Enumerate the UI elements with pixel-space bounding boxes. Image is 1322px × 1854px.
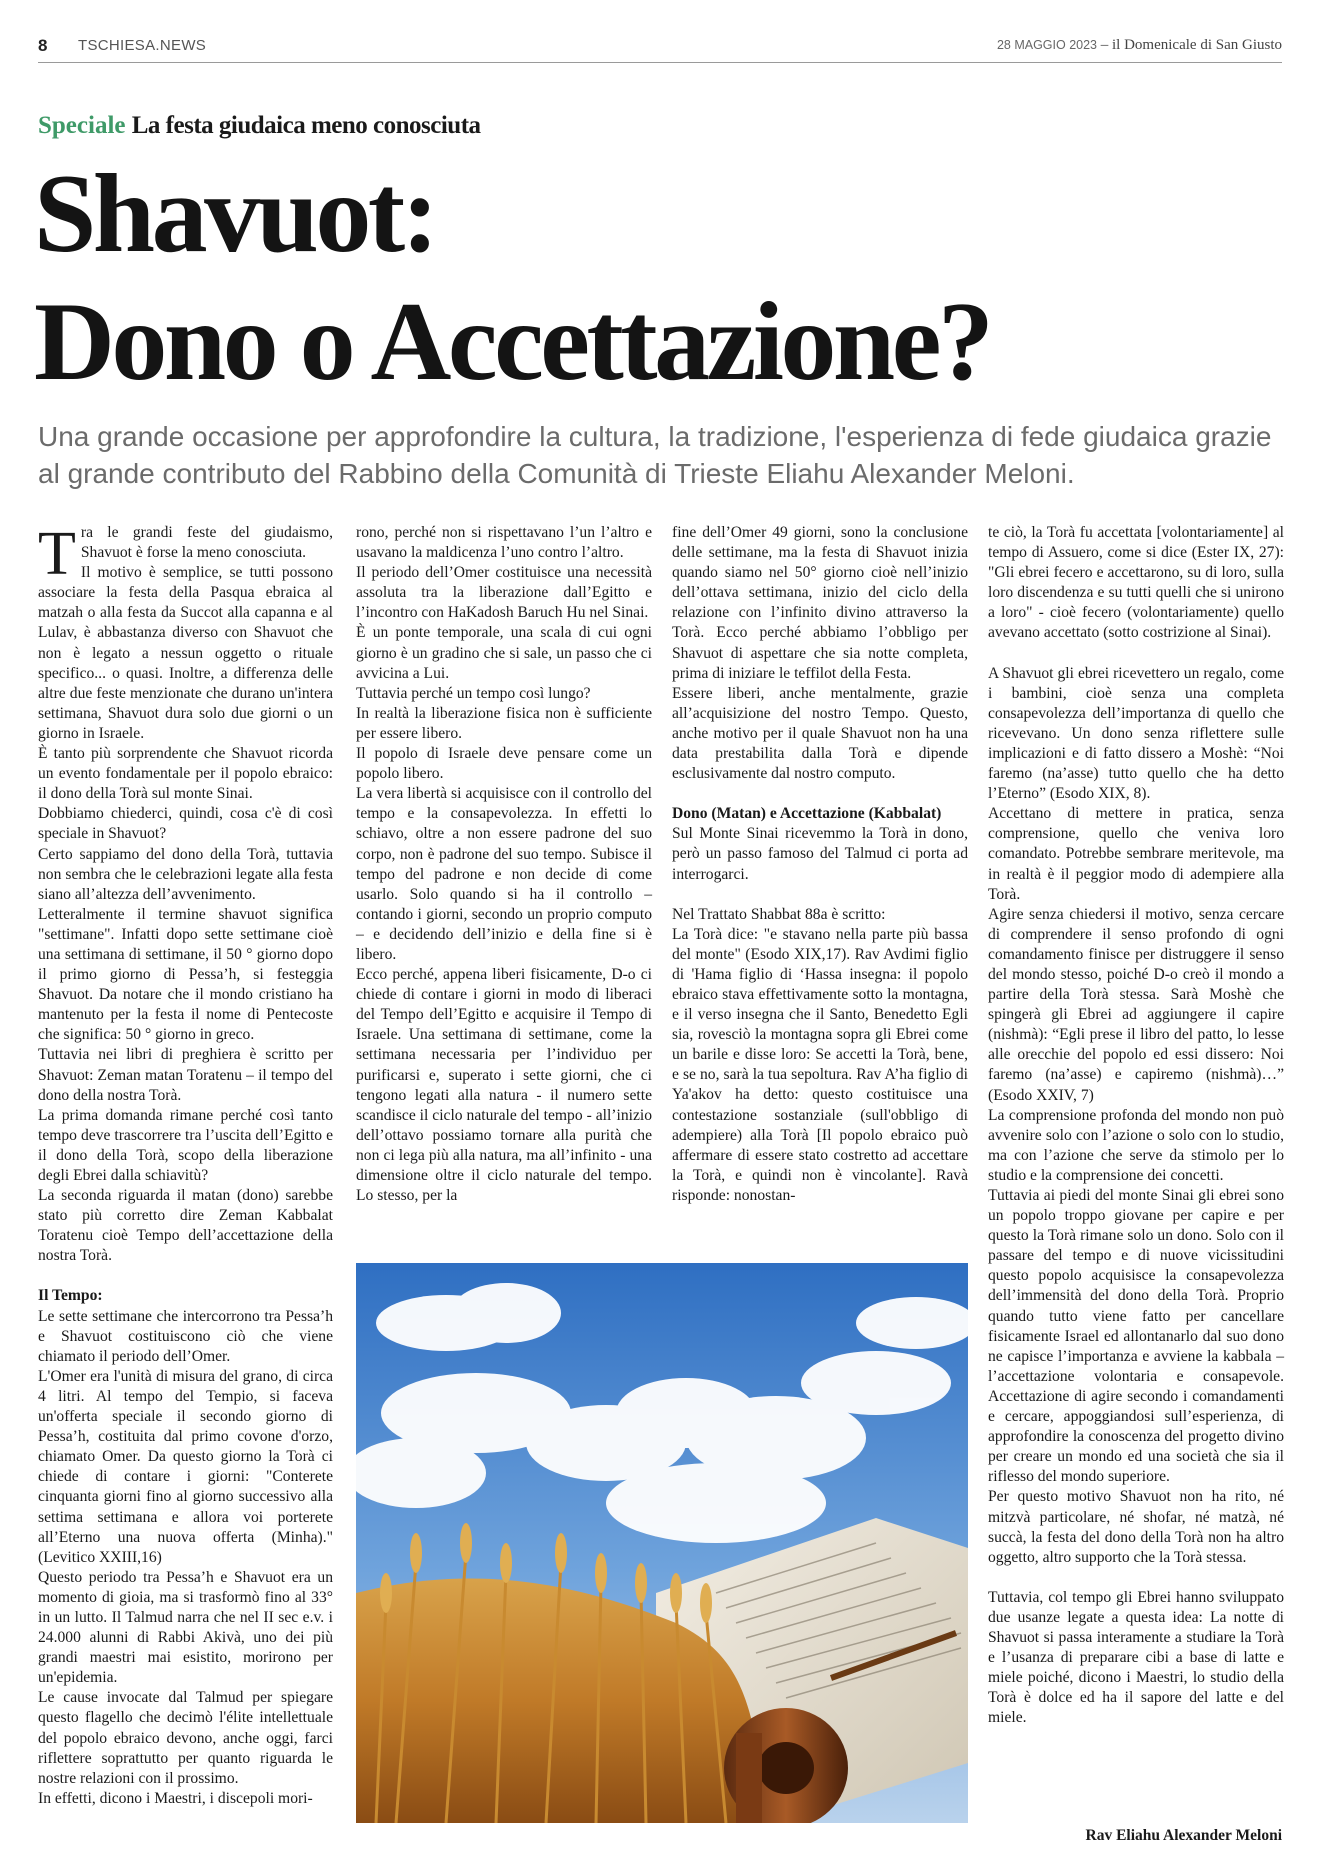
article-paragraph: te ciò, la Torà fu accettata [volontariamente] al tempo di Assuero, come si dice (Ester IX, 27): "Gli ebrei fecero e accettarono, su di loro, sulla loro discendenza e su tutti quelli che si unirono a loro" - cioè fecero (volontariamente) quello avevano accettato (sotto costrizione al Sinai).: [988, 524, 1284, 642]
kicker-text: La festa giudaica meno conosciuta: [131, 112, 481, 139]
article-paragraph: Per questo motivo Shavuot non ha rito, né mitzvà particolare, né shofar, né matzà, né succà, la festa del dono della Torà non ha altro oggetto, altro supporto che la Torà stessa.: [988, 1488, 1284, 1566]
article-paragraph: Agire senza chiedersi il motivo, senza cercare di comprendere il senso profondo di ogni comandamento finisce per distruggere il senso del mondo stesso, poiché D-o creò il mondo a partire della Torà stessa. Sarà Moshè che spingerà gli Ebrei ad aggiungere il capire (nishmà): “Egli prese il libro del patto, lo lesse alle orecchie del popolo ed essi dissero: Noi faremo (na’asse) e capiremo (nishmà)…” (Esodo XXIV, 7): [988, 905, 1284, 1104]
article-column-2: [356, 523, 652, 1206]
article-paragraph: Certo sappiamo del dono della Torà, tuttavia non sembra che le celebrazioni legate alla festa siano all’altezza dell’avvenimento.: [38, 845, 333, 903]
article-paragraph: Essere liberi, anche mentalmente, grazie all’acquisizione del nostro Tempo. Questo, anche motivo per il quale Shavuot non ha una data prestabilita dalla Torà e dipende esclusivamente dal nostro computo.: [672, 684, 968, 783]
article-column-4: [988, 523, 1284, 1728]
article-paragraph: Tra le grandi feste del giudaismo, Shavuot è forse la meno conosciuta.: [38, 520, 333, 588]
article-column-3: [672, 523, 968, 1206]
page-header: [38, 36, 1282, 63]
article-paragraph: Ecco perché, appena liberi fisicamente, D-o ci chiede di contare i giorni in modo di liberaci del Tempo dell’Egitto e acquisire il Tempo di Israele. Una settimana di settimane, come la settimana necessaria per l’individuo per purificarsi e, superato i sette giorni, che ci tengono legati alla natura - il numero sette scandisce il ciclo naturale del tempo - all’inizio dell’ottavo possiamo tornare alla purità che non ci lega più alla natura, ma all’infinito - una dimensione oltre il ciclo naturale del tempo. Lo stesso, per la: [356, 966, 652, 1205]
article-paragraph: La seconda riguarda il matan (dono) sarebbe stato più corretto dire Zeman Kabbalat Toratenu cioè Tempo dell’accettazione della nostra Torà.: [38, 1187, 333, 1265]
article-paragraph: Dobbiamo chiederci, quindi, cosa c'è di così speciale in Shavuot?: [38, 805, 333, 843]
dek: Una grande occasione per approfondire la cultura, la tradizione, l'esperienza di fede giudaica grazie al grande contributo del Rabbino della Comunità di Trieste Eliahu Alexander Meloni.: [38, 421, 1272, 489]
headline: [34, 150, 990, 406]
article-paragraph: Il popolo di Israele deve pensare come un popolo libero.: [356, 745, 652, 783]
article-column-1: [38, 520, 333, 1809]
article-paragraph: fine dell’Omer 49 giorni, sono la conclusione delle settimane, ma la festa di Shavuot inizia quando siamo nel 50° giorno cioè nell’inizio dell’ottava settimana, inizio del ciclo della relazione con l’infinito divino attraverso la Torà. Ecco perché abbiamo l’obbligo per Shavuot di aspettare che sia notte completa, prima di iniziare le teffilot della Festa.: [672, 524, 968, 682]
headline-line-1: Shavuot:: [34, 152, 436, 276]
article-paragraph: La prima domanda rimane perché così tanto tempo deve trascorrere tra l’uscita dell’Egitto e il dono della Torà, scopo della liberazione degli Ebrei dalla schiavitù?: [38, 1106, 333, 1184]
headline-line-2: Dono o Accettazione?: [34, 280, 991, 404]
article-paragraph: In realtà la liberazione fisica non è sufficiente per essere libero.: [356, 704, 652, 742]
article-paragraph: L'Omer era l'unità di misura del grano, di circa 4 litri. Al tempo del Tempio, si faceva un'offerta speciale il secondo giorno di Pessa’h, costituita dal primo covone d'orzo, chiamato Omer. Da questo giorno la Torà ci chiede di contare i giorni: "Conterete cinquanta giorni fino al giorno successivo alla settima settimana e allora voi porterete all’Eterno una nuova offerta (Minha)."(Levitico XXIII,16): [38, 1367, 333, 1566]
article-photo: [356, 1263, 968, 1823]
issue-date: 28 MAGGIO 2023: [996, 38, 1098, 52]
issue-info: [997, 37, 1282, 54]
article-paragraph: Accettano di mettere in pratica, senza comprensione, quello che veniva loro comandato. Potrebbe sembrare meritevole, ma in realtà è il peggior modo di adempiere alla Torà.: [988, 805, 1284, 903]
article-paragraph: Tuttavia perché un tempo così lungo?: [356, 684, 591, 702]
article-paragraph: La comprensione profonda del mondo non può avvenire solo con l’azione o solo con lo studio, ma con l’azione che serve da stimolo per lo studio e la comprensione dei concetti.: [988, 1106, 1284, 1184]
kicker-tag: Speciale: [38, 112, 126, 139]
drop-cap: T: [38, 520, 76, 588]
article-paragraph: In effetti, dicono i Maestri, i discepoli mori-: [38, 1789, 313, 1807]
site-name[interactable]: TSCHIESA.NEWS: [78, 37, 207, 54]
article-paragraph: La vera libertà si acquisisce con il controllo del tempo e la consapevolezza. In effetti lo schiavo, oltre a non essere padrone del suo corpo, non è padrone del suo tempo. Subisce il tempo del padrone e non decide di come usarlo. Solo quando si ha il controllo – contando i giorni, secondo un proprio computo – e decidendo dell’inizio e della fine si è libero.: [356, 785, 652, 963]
subhead-dono-accettazione: Dono (Matan) e Accettazione (Kabbalat): [672, 805, 942, 823]
article-paragraph: Le sette settimane che intercorrono tra Pessa’h e Shavuot costituiscono ciò che viene chiamato il periodo dell’Omer.: [38, 1307, 333, 1365]
article-paragraph: Il periodo dell’Omer costituisce una necessità assoluta tra la liberazione dall’Egitto e l’incontro con HaKadosh Baruch Hu nel Sinai.: [356, 564, 652, 622]
kicker: [38, 112, 481, 140]
article-paragraph: Questo periodo tra Pessa’h e Shavuot era un momento di gioia, ma si trasformò fino al 33° in un lutto. Il Talmud narra che nel II sec e.v. i 24.000 alunni di Rabbi Akivà, uno dei più grandi maestri mai esistito, morirono per un'epidemia.: [38, 1568, 333, 1687]
issue-separator: –: [1097, 37, 1113, 53]
article-paragraph: La Torà dice: "e stavano nella parte più bassa del monte" (Esodo XIX,17). Rav Avdimi figlio di 'Hama figlio di ‘Hassa insegna: il popolo ebraico stava effettivamente sotto la montagna, e il verso insegna che il Santo, Benedetto Egli sia, rovesciò la montagna sopra gli Ebrei come un barile e disse loro: Se accetti la Torà, bene, e se no, sarà la tua sepoltura. Rav A’ha figlio di Ya'akov ha detto: questo costituisce una contestazione sostanziale (sull'obbligo di adempiere) alla Torà [Il popolo ebraico può affermare di essere stato costretto ad accettare la Torà, e quindi non è vincolante]. Ravà risponde: nonostan-: [672, 925, 968, 1204]
article-paragraph: Le cause invocate dal Talmud per spiegare questo flagello che decimò l'élite intellettuale del popolo ebraico devono, anche oggi, farci riflettere soprattutto per quanto riguarda le nostre relazioni con il prossimo.: [38, 1689, 333, 1787]
wheat-field-torah-scroll-illustration: [356, 1263, 968, 1823]
author-signature: Rav Eliahu Alexander Meloni: [1085, 1827, 1282, 1844]
article-paragraph: Nel Trattato Shabbat 88a è scritto:: [672, 905, 886, 923]
article-paragraph: rono, perché non si rispettavano l’un l’altro e usavano la maldicenza l’uno contro l’altro.: [356, 524, 652, 562]
article-paragraph: Tuttavia, col tempo gli Ebrei hanno sviluppato due usanze legate a questa idea: La notte di Shavuot si passa interamente a studiare la Torà e l’usanza di preparare cibi a base di latte e miele poiché, dicono i Maestri, lo studio della Torà è dolce ed ha il sapore del latte e del miele.: [988, 1588, 1284, 1727]
article-paragraph: Tuttavia nei libri di preghiera è scritto per Shavuot: Zeman matan Toratenu – il tempo del dono della nostra Torà.: [38, 1046, 333, 1104]
page-number: 8: [38, 36, 48, 55]
article-paragraph: Tuttavia ai piedi del monte Sinai gli ebrei sono un popolo troppo giovane per capire e per questo la Torà rimane solo un dono. Solo con il passare del tempo e di nuove vicissitudini questo popolo acquisisce la consapevolezza dell’immensità del dono della Torà. Proprio quando tutto viene fatto per cancellare fisicamente Israel ed allontanarlo dal suo dono ne capisce l’importanza e avviene la kabbala – l’accettazione volontaria e consapevole. Accettazione di agire secondo i comandamenti e cercare, appoggiandosi sull’esperienza, di approfondire la conoscenza del progetto divino per creare un mondo ed una società che sia il riflesso del mondo superiore.: [988, 1187, 1284, 1486]
article-paragraph: A Shavuot gli ebrei ricevettero un regalo, come i bambini, cioè senza una completa consapevolezza dell’importanza di quello che ricevevano. Un dono senza riflettere sulle implicazioni e di fatto dissero a Moshè: “Noi faremo (na’asse) tutto quello che ha detto l’Eterno” (Esodo XIX, 8).: [988, 664, 1284, 803]
article-paragraph: È un ponte temporale, una scala di cui ogni giorno è un gradino che si sale, un passo che ci avvicina a Lui.: [356, 624, 652, 682]
article-paragraph: Il motivo è semplice, se tutti possono associare la festa della Pasqua ebraica al matzah o alla festa da Succot alla capanna e al Lulav, è abbastanza diverso con Shavuot che non è legato a nessun oggetto o rituale specifico... o quasi. Inoltre, a differenza delle altre due feste menzionate che durano un'intera settimana, Shavuot dura solo due giorni o un giorno in Israele.: [38, 564, 333, 742]
article-paragraph: È tanto più sorprendente che Shavuot ricorda un evento fondamentale per il popolo ebraico: il dono della Torà sul monte Sinai.: [38, 745, 333, 803]
subhead-il-tempo: Il Tempo:: [38, 1287, 103, 1305]
article-paragraph: Sul Monte Sinai ricevemmo la Torà in dono, però un passo famoso del Talmud ci porta ad interrogarci.: [672, 825, 968, 883]
publication-name: il Domenicale di San Giusto: [1112, 37, 1282, 53]
article-paragraph: Letteralmente il termine shavuot significa "settimane". Infatti dopo sette settimane cioè una settimana di settimane, il 50 ° giorno dopo il primo giorno di Pessa’h, si festeggia Shavuot. Da notare che il mondo cristiano ha mantenuto per la festa il nome di Pentecoste che significa: 50 ° giorno in greco.: [38, 905, 333, 1044]
